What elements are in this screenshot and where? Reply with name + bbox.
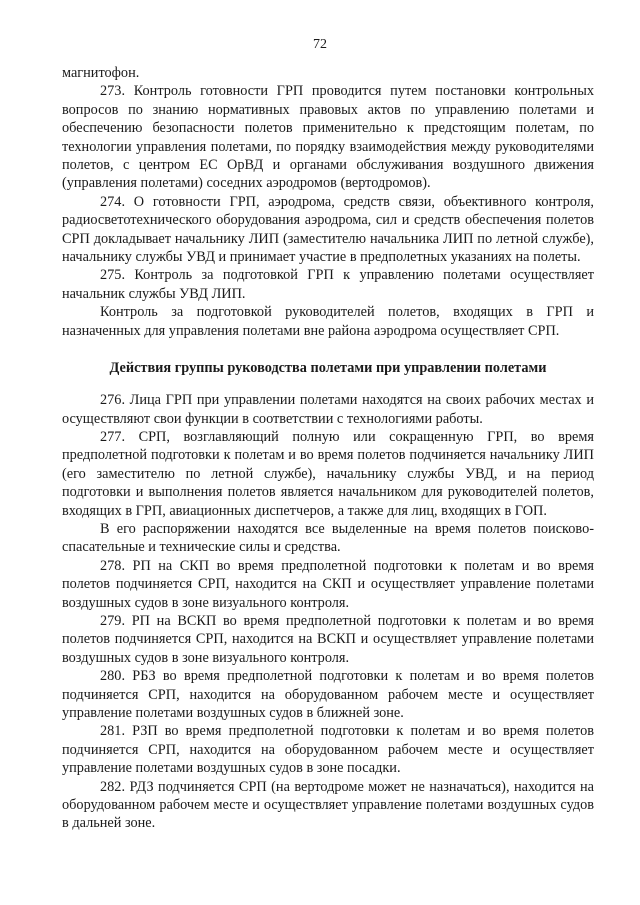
document-body: [62, 64, 594, 833]
paragraph: 279. РП на ВСКП во время предполетной подготовки к полетам и во время полетов подчиняется СРП, находится на ВСКП и осуществляет управление полетами воздушных судов в зоне визуального контроля.: [62, 612, 594, 666]
paragraph: Контроль за подготовкой руководителей полетов, входящих в ГРП и назначенных для управления полетами вне района аэродрома осуществляет СРП.: [62, 304, 594, 339]
paragraph: 278. РП на СКП во время предполетной подготовки к полетам и во время полетов подчиняется СРП, находится на СКП и осуществляет управление полетами воздушных судов в зоне визуального контроля.: [62, 557, 594, 611]
paragraph: 276. Лица ГРП при управлении полетами находятся на своих рабочих местах и осуществляют свои функции в соответствии с технологиями работы.: [62, 392, 594, 427]
paragraph: 274. О готовности ГРП, аэродрома, средств связи, объективного контроля, радиосветотехнического оборудования аэродрома, сил и средств обеспечения полетов СРП докладывает начальнику ЛИП (заместителю начальника ЛИП по летной службе), начальнику службы УВД и принимает участие в предполетных указаниях на полеты.: [62, 193, 594, 266]
paragraph: 277. СРП, возглавляющий полную или сокращенную ГРП, во время предполетной подготовки к полетам и во время полетов подчиняется начальнику ЛИП (его заместителю по летной службе), начальнику службы УВД, и на период подготовки и выполнения полетов является начальником для руководителей полетов, входящих в ГРП, авиационных диспетчеров, а также для лиц, входящих в ГОП.: [62, 428, 594, 519]
paragraph: 273. Контроль готовности ГРП проводится путем постановки контрольных вопросов по знанию нормативных правовых актов по управлению полетами и обеспечению безопасности полетов применительно к предстоящим полетам, по технологии управления полетами, по порядку взаимодействия между руководителями полетов, с центром ЕС ОрВД и органами обслуживания воздушного движения (управления полетами) соседних аэродромов (вертодромов).: [62, 83, 594, 192]
paragraph: 280. РБЗ во время предполетной подготовки к полетам и во время полетов подчиняется СРП, находится на оборудованном рабочем месте и осуществляет управление полетами воздушных судов в ближней зоне.: [62, 668, 594, 721]
paragraph: 281. РЗП во время предполетной подготовки к полетам и во время полетов подчиняется СРП, находится на оборудованном рабочем месте и осуществляет управление полетами воздушных судов в зоне посадки.: [62, 723, 594, 777]
paragraph: магнитофон.: [62, 65, 140, 81]
section-heading: Действия группы руководства полетами при управлении полетами: [109, 360, 547, 377]
paragraph: 282. РДЗ подчиняется СРП (на вертодроме может не назначаться), находится на оборудованном рабочем месте и осуществляет управление полетами воздушных судов в дальней зоне.: [62, 778, 594, 832]
page-number: 72: [313, 37, 327, 52]
paragraph: В его распоряжении находятся все выделенные на время полетов поисково-спасательные и технические силы и средства.: [62, 520, 594, 556]
paragraph: 275. Контроль за подготовкой ГРП к управлению полетами осуществляет начальник службы УВД ЛИП.: [62, 267, 594, 302]
paragraph-group-bottom: [62, 391, 594, 833]
paragraph-group-top: [62, 64, 594, 340]
